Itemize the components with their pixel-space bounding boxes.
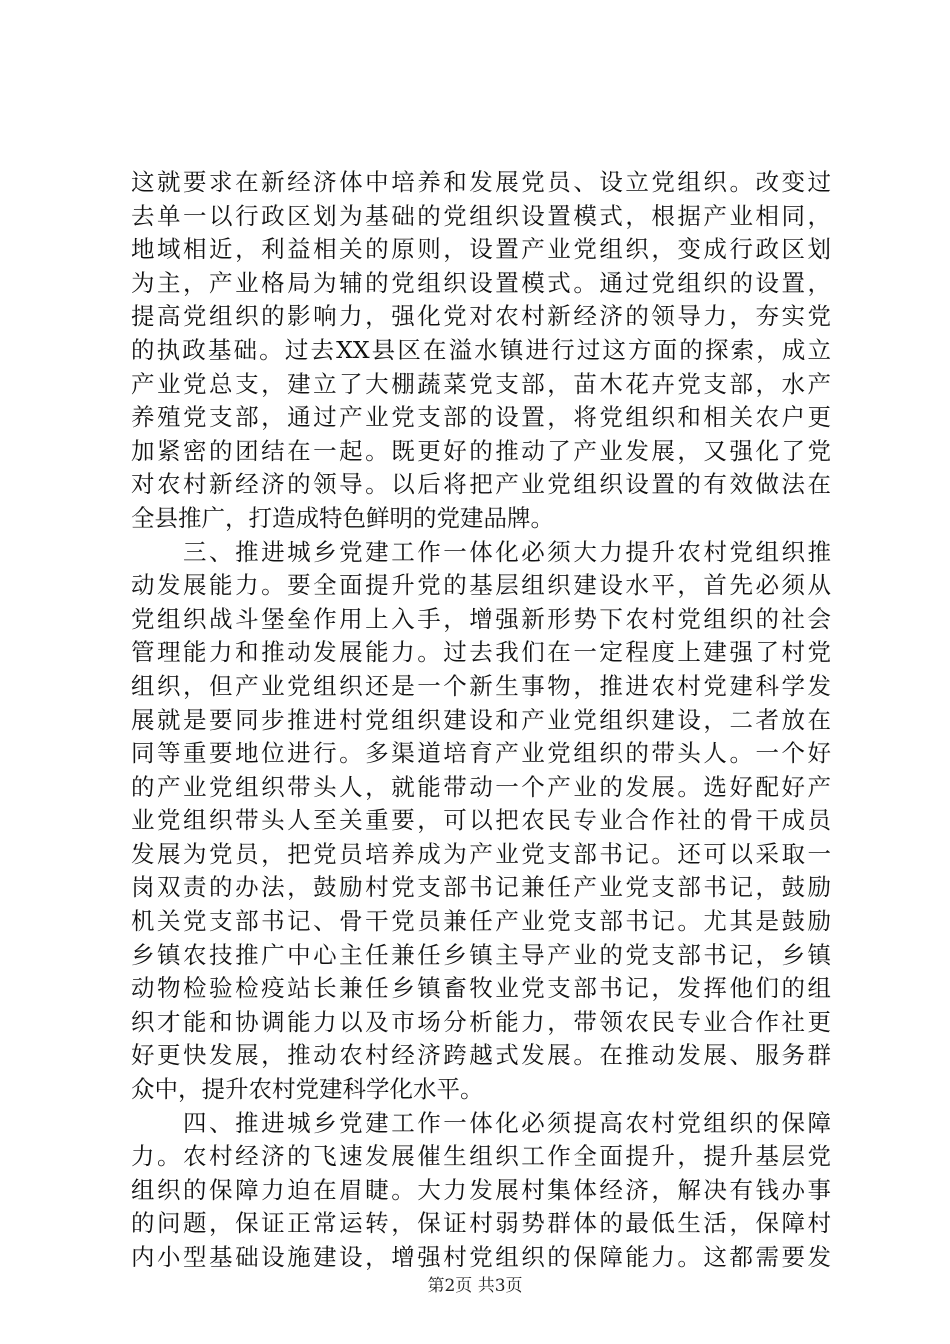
text-line: 同等重要地位进行。多渠道培育产业党组织的带头人。一个好 <box>131 739 831 768</box>
text-line: 全县推广，打造成特色鲜明的党建品牌。 <box>131 503 554 532</box>
text-line: 好更快发展，推动农村经济跨越式发展。在推动发展、服务群 <box>131 1041 831 1070</box>
text-line: 发展为党员，把党员培养成为产业党支部书记。还可以采取一 <box>131 839 831 868</box>
text-line: 动发展能力。要全面提升党的基层组织建设水平，首先必须从 <box>131 571 831 600</box>
text-line: 内小型基础设施建设，增强村党组织的保障能力。这都需要发 <box>131 1243 831 1271</box>
text-line: 力。农村经济的飞速发展催生组织工作全面提升，提升基层党 <box>131 1142 831 1171</box>
document-body <box>131 166 831 1275</box>
text-line: 为主，产业格局为辅的党组织设置模式。通过党组织的设置， <box>131 268 831 297</box>
text-line: 的执政基础。过去XX县区在溢水镇进行过这方面的探索，成立 <box>131 335 831 364</box>
text-line: 动物检验检疫站长兼任乡镇畜牧业党支部书记，发挥他们的组 <box>131 974 831 1003</box>
text-line: 地域相近，利益相关的原则，设置产业党组织，变成行政区划 <box>131 235 831 264</box>
text-line: 养殖党支部，通过产业党支部的设置，将党组织和相关农户更 <box>131 403 831 432</box>
text-line: 党组织战斗堡垒作用上入手，增强新形势下农村党组织的社会 <box>131 604 831 633</box>
text-line: 对农村新经济的领导。以后将把产业党组织设置的有效做法在 <box>131 470 831 499</box>
text-line: 组织，但产业党组织还是一个新生事物，推进农村党建科学发 <box>131 671 831 700</box>
text-line: 的问题，保证正常运转，保证村弱势群体的最低生活，保障村 <box>131 1209 831 1238</box>
text-line: 产业党总支，建立了大棚蔬菜党支部，苗木花卉党支部，水产 <box>131 369 831 398</box>
text-line: 去单一以行政区划为基础的党组织设置模式，根据产业相同， <box>131 201 831 230</box>
text-line: 提高党组织的影响力，强化党对农村新经济的领导力，夯实党 <box>131 302 831 331</box>
text-line: 织才能和协调能力以及市场分析能力，带领农民专业合作社更 <box>131 1007 831 1036</box>
page-footer: 第2页 共3页 <box>427 1276 523 1296</box>
text-line: 的产业党组织带头人，就能带动一个产业的发展。选好配好产 <box>131 772 831 801</box>
text-line: 四、推进城乡党建工作一体化必须提高农村党组织的保障 <box>131 1108 831 1137</box>
text-line: 机关党支部书记、骨干党员兼任产业党支部书记。尤其是鼓励 <box>131 907 831 936</box>
text-line: 岗双责的办法，鼓励村党支部书记兼任产业党支部书记，鼓励 <box>131 873 831 902</box>
text-line: 乡镇农技推广中心主任兼任乡镇主导产业的党支部书记，乡镇 <box>131 940 831 969</box>
text-line: 业党组织带头人至关重要，可以把农民专业合作社的骨干成员 <box>131 806 831 835</box>
text-line: 加紧密的团结在一起。既更好的推动了产业发展，又强化了党 <box>131 436 831 465</box>
text-line: 展就是要同步推进村党组织建设和产业党组织建设，二者放在 <box>131 705 831 734</box>
text-line: 管理能力和推动发展能力。过去我们在一定程度上建强了村党 <box>131 638 831 667</box>
text-line: 组织的保障力迫在眉睫。大力发展村集体经济，解决有钱办事 <box>131 1175 831 1204</box>
text-line: 众中，提升农村党建科学化水平。 <box>131 1075 484 1104</box>
text-line: 三、推进城乡党建工作一体化必须大力提升农村党组织推 <box>131 537 831 566</box>
text-line: 这就要求在新经济体中培养和发展党员、设立党组织。改变过 <box>131 168 831 196</box>
